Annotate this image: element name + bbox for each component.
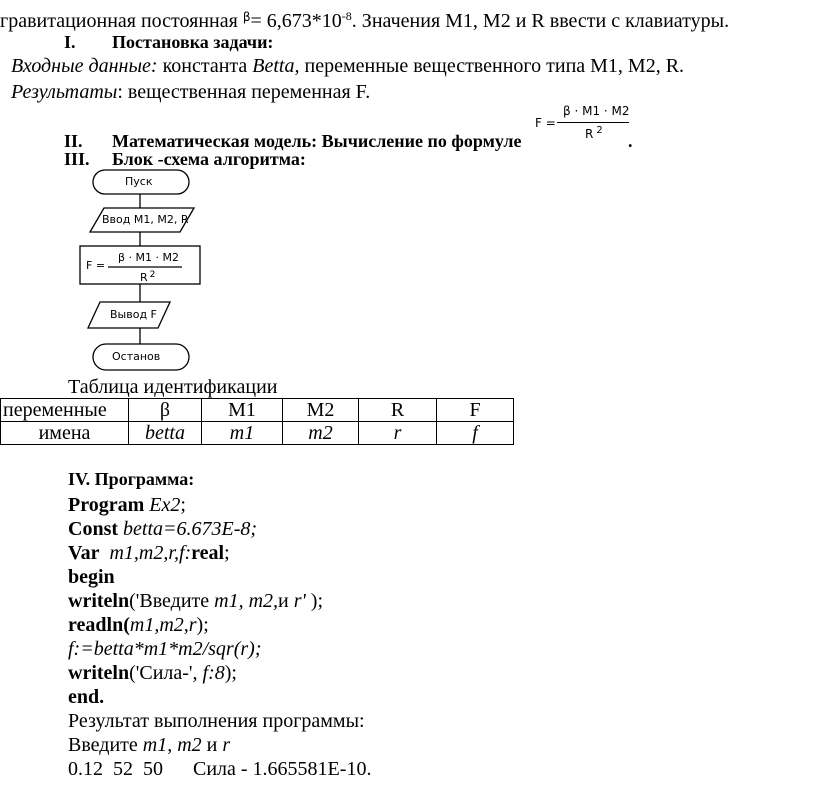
table-cell: имена [1, 422, 129, 445]
formula-numerator: β · M1 · M2 [563, 104, 630, 118]
result-prompt [68, 733, 371, 757]
code-line [68, 589, 371, 613]
kw-real: real [191, 542, 225, 564]
code-italic: m1, m2 [142, 734, 202, 756]
code-italic: m1, m2, [214, 590, 279, 612]
kw-writeln: writeln [68, 662, 130, 684]
section-1-heading [64, 31, 274, 53]
results-label: Результаты [11, 81, 118, 103]
table-cell: m2 [283, 422, 359, 445]
const-name: Betta, [252, 55, 300, 77]
intro-exponent: -8 [341, 9, 352, 23]
const-decl: betta=6.673E-8; [118, 518, 258, 540]
formula-den-base: R [585, 127, 594, 141]
code-text: ('Сила-', [129, 662, 203, 684]
kw-program: Program [68, 494, 145, 516]
inputs-text2: переменные вещественного типа М1, М2, R. [299, 55, 685, 77]
section-3-title: Блок -схема алгоритма: [112, 149, 306, 169]
section-1-number: I. [64, 32, 76, 52]
intro-suffix: . Значения М1, М2 и R ввести с клавиатуры. [351, 10, 730, 32]
kw-readln: readln [68, 614, 124, 636]
code-punct: ); [196, 614, 209, 636]
code-text: ('Введите [129, 590, 215, 612]
section-1-title: Постановка задачи: [112, 32, 274, 52]
flow-output-label: Вывод F [110, 308, 157, 321]
code-line [68, 613, 371, 637]
code-italic: r' [293, 590, 306, 612]
kw-const: Const [68, 518, 119, 540]
code-punct: ; [224, 542, 230, 564]
results-line [11, 80, 370, 104]
table-cell: β [129, 399, 202, 422]
code-text: Введите [68, 734, 143, 756]
code-italic: m1,m2,r [129, 614, 197, 636]
code-punct: ); [224, 662, 237, 684]
code-line [68, 517, 371, 541]
table-cell: М2 [283, 399, 359, 422]
formula-image [535, 104, 635, 144]
flow-process-numerator: β · M1 · M2 [118, 251, 179, 264]
code-line [68, 541, 371, 565]
formula-fraction-bar [557, 122, 629, 123]
code-italic: r [222, 734, 231, 756]
table-cell: f [437, 422, 514, 445]
formula-den-exp: 2 [596, 125, 603, 136]
intro-line [0, 4, 729, 33]
intro-value: = 6,673*10 [250, 10, 342, 32]
section-4-heading: IV. Программа: [68, 469, 195, 489]
code-text: и [201, 734, 223, 756]
intro-prefix: гравитационная постоянная [0, 10, 243, 32]
section-2-title: Математическая модель: Вычисление по формуле [112, 131, 522, 151]
code-line [68, 637, 371, 661]
program-listing [68, 493, 371, 781]
results-text: : вещественная переменная F. [117, 81, 371, 103]
table-cell: F [437, 399, 514, 422]
kw-end: end. [68, 686, 105, 708]
result-output: 0.12 52 50 Сила - 1.665581E-10. [68, 758, 372, 780]
kw-writeln: writeln [68, 590, 130, 612]
code-line [68, 685, 371, 709]
inputs-text1: константа [157, 55, 253, 77]
code-line [68, 661, 371, 685]
flowchart [70, 166, 220, 372]
code-line [68, 565, 371, 589]
identification-table [0, 398, 514, 445]
table-caption: Таблица идентификации [68, 376, 278, 398]
table-row [1, 399, 514, 422]
section-3-number: III. [64, 149, 90, 169]
code-punct: ; [180, 494, 186, 516]
var-list: m1,m2,r,f: [99, 542, 192, 564]
section-2-end: . [628, 131, 633, 151]
table-cell: r [359, 422, 437, 445]
beta-symbol: β [242, 10, 251, 24]
kw-var: Var [68, 542, 100, 564]
inputs-label: Входные данные: [11, 55, 158, 77]
result-title: Результат выполнения программы: [68, 710, 365, 732]
flow-process-lhs: F = [86, 259, 106, 272]
flow-stop-label: Останов [112, 350, 161, 363]
formula-lhs: F = [535, 116, 556, 130]
flow-start-label: Пуск [125, 175, 153, 188]
assignment-statement: f:=betta*m1*m2/sqr(r); [68, 638, 262, 660]
table-cell: М1 [202, 399, 283, 422]
code-line [68, 493, 371, 517]
code-italic: f:8 [202, 662, 225, 684]
code-text: и [278, 590, 294, 612]
table-cell: m1 [202, 422, 283, 445]
flow-den-exp: 2 [149, 270, 156, 280]
table-cell: betta [129, 422, 202, 445]
section-2-number: II. [64, 131, 83, 151]
flow-den-base: R [140, 271, 148, 284]
code-punct: ( [123, 614, 130, 636]
flow-process-denominator [140, 269, 155, 284]
table-row [1, 422, 514, 445]
inputs-line [11, 54, 684, 78]
program-name: Ex2 [144, 494, 181, 516]
kw-begin: begin [68, 566, 115, 588]
code-text: ); [305, 590, 324, 612]
formula-denominator [585, 125, 603, 141]
flow-input-label: Ввод M1, M2, R [102, 213, 189, 226]
table-cell: переменные [1, 399, 129, 422]
table-cell: R [359, 399, 437, 422]
